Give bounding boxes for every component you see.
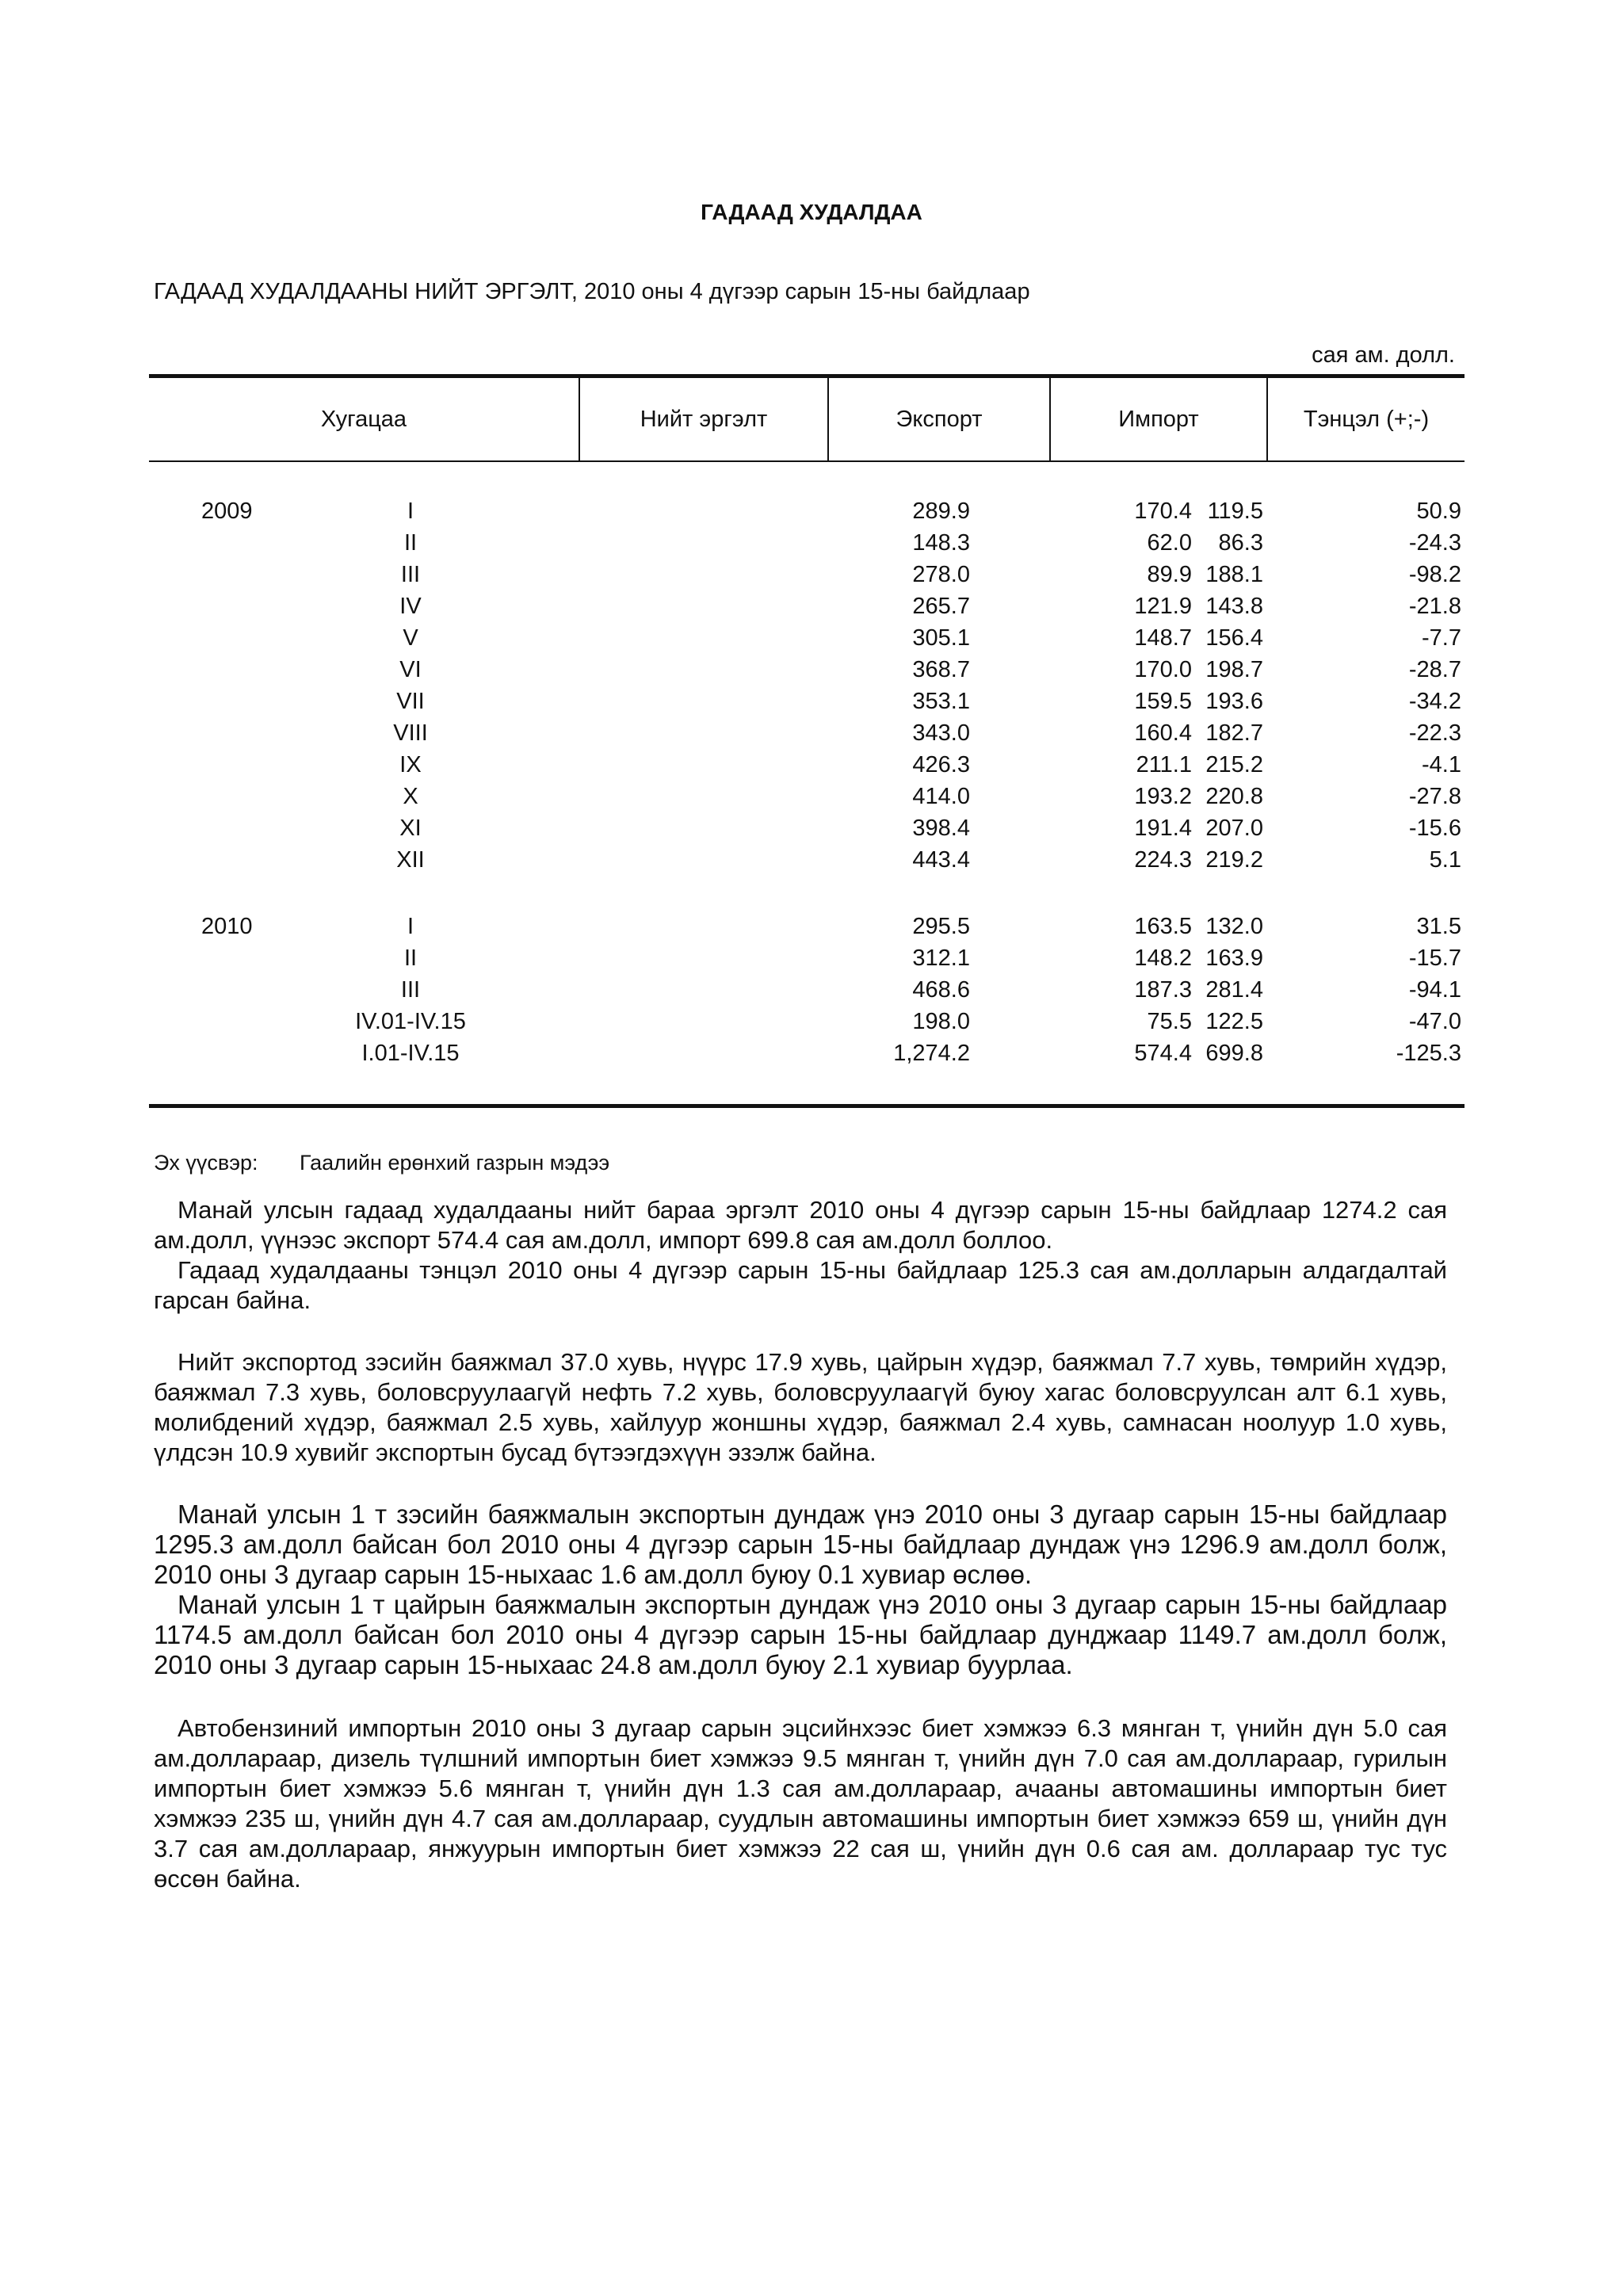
header-balance: Тэнцэл (+;-) bbox=[1303, 407, 1430, 432]
table-row bbox=[149, 654, 1465, 686]
cell-balance: 50.9 bbox=[1416, 499, 1461, 524]
cell-balance: -4.1 bbox=[1422, 752, 1461, 777]
source-text: Гаалийн ерөнхий газрын мэдээ bbox=[300, 1151, 610, 1175]
cell-balance: -27.8 bbox=[1408, 784, 1461, 809]
table-row bbox=[149, 974, 1465, 1006]
cell-balance: -47.0 bbox=[1408, 1009, 1461, 1034]
table-row bbox=[149, 942, 1465, 974]
cell-import: 215.2 bbox=[1205, 752, 1263, 777]
cell-balance: 5.1 bbox=[1429, 847, 1461, 873]
cell-export: 574.4 bbox=[1134, 1041, 1192, 1066]
table-row bbox=[149, 559, 1465, 590]
cell-import: 163.9 bbox=[1205, 946, 1263, 971]
paragraph-imports: Автобензиний импортын 2010 оны 3 дугаар сарын эцсийнхээс биет хэмжээ 6.3 мянган т, үнийн дүн 5.0 сая ам.доллараар, дизель түлшний импортын биет хэмжээ 9.5 мянган т, үнийн дүн 7.0 сая ам.доллараар, гурилын импортын биет хэмжээ 5.6 мянган т, үнийн дүн 1.3 сая ам.доллараар, ачааны автомашины импортын биет хэмжээ 235 ш, үнийн дүн 4.7 сая ам.доллараар, суудлын автомашины импортын биет хэмжээ 659 ш, үнийн дүн 3.7 сая ам.доллараар, янжуурын импортын биет хэмжээ 22 сая ш, үнийн дүн 0.6 сая ам. доллараар тус тус өссөн байна. bbox=[154, 1714, 1447, 1893]
table-body bbox=[149, 462, 1465, 1104]
cell-import: 699.8 bbox=[1205, 1041, 1263, 1066]
cell-export: 193.2 bbox=[1134, 784, 1192, 809]
cell-balance: -24.3 bbox=[1408, 530, 1461, 556]
unit-label: сая ам. долл. bbox=[1312, 342, 1455, 368]
cell-total: 295.5 bbox=[912, 914, 970, 939]
paragraph-trade-total: Манай улсын гадаад худалдааны нийт бараа эргэлт 2010 оны 4 дүгээр сарын 15-ны байдлаар 1274.2 сая ам.долл, үүнээс экспорт 574.4 сая ам.долл, импорт 699.8 сая ам.долл боллоо. bbox=[154, 1196, 1447, 1254]
cell-export: 187.3 bbox=[1134, 977, 1192, 1003]
cell-balance: -15.6 bbox=[1408, 816, 1461, 841]
cell-period: IV.01-IV.15 bbox=[355, 1009, 466, 1034]
cell-total: 198.0 bbox=[912, 1009, 970, 1034]
cell-balance: -15.7 bbox=[1408, 946, 1461, 971]
header-import: Импорт bbox=[1118, 407, 1199, 432]
cell-import: 156.4 bbox=[1205, 625, 1263, 651]
cell-balance: -98.2 bbox=[1408, 562, 1461, 587]
cell-import: 281.4 bbox=[1205, 977, 1263, 1003]
imports-block bbox=[154, 1713, 1447, 1894]
cell-period: IV bbox=[399, 594, 422, 619]
cell-import: 193.6 bbox=[1205, 689, 1263, 714]
cell-total: 289.9 bbox=[912, 499, 970, 524]
cell-total: 426.3 bbox=[912, 752, 970, 777]
cell-import: 219.2 bbox=[1205, 847, 1263, 873]
table-bottom-rule bbox=[149, 1104, 1465, 1108]
cell-period: VIII bbox=[393, 720, 428, 746]
cell-export: 159.5 bbox=[1134, 689, 1192, 714]
cell-export: 121.9 bbox=[1134, 594, 1192, 619]
table-row bbox=[149, 527, 1465, 559]
prices-block bbox=[154, 1499, 1447, 1680]
cell-import: 207.0 bbox=[1205, 816, 1263, 841]
page-title: ГАДААД ХУДАЛДАА bbox=[701, 200, 922, 224]
table-row bbox=[149, 717, 1465, 749]
cell-period: X bbox=[403, 784, 418, 809]
cell-balance: -125.3 bbox=[1396, 1041, 1461, 1066]
cell-period: III bbox=[400, 562, 421, 587]
cell-total: 312.1 bbox=[912, 946, 970, 971]
cell-export: 170.0 bbox=[1134, 657, 1192, 682]
cell-import: 122.5 bbox=[1205, 1009, 1263, 1034]
header-export: Экспорт bbox=[896, 407, 983, 432]
table-row bbox=[149, 686, 1465, 717]
table-row bbox=[149, 622, 1465, 654]
paragraph-export-structure: Нийт экспортод зэсийн баяжмал 37.0 хувь, нүүрс 17.9 хувь, цайрын хүдэр, баяжмал 7.7 хувь, төмрийн хүдэр, баяжмал 7.3 хувь, боловсруулаагүй нефть 7.2 хувь, боловсруулаагүй буюу хагас боловсруулсан алт 6.1 хувь, молибдений хүдэр, баяжмал 2.5 хувь, хайлуур жоншны хүдэр, баяжмал 2.4 хувь, самнасан ноолуур 1.0 хувь, үлдсэн 10.9 хувийг экспортын бусад бүтээгдэхүүн эзэлж байна. bbox=[154, 1348, 1447, 1466]
header-total: Нийт эргэлт bbox=[640, 407, 768, 432]
cell-export: 211.1 bbox=[1136, 752, 1192, 777]
cell-period: XII bbox=[396, 847, 425, 873]
cell-balance: -22.3 bbox=[1408, 720, 1461, 746]
cell-period: V bbox=[403, 625, 418, 651]
cell-export: 170.4 bbox=[1134, 499, 1192, 524]
cell-total: 305.1 bbox=[912, 625, 970, 651]
cell-balance: -28.7 bbox=[1408, 657, 1461, 682]
cell-export: 75.5 bbox=[1147, 1009, 1192, 1034]
source-note bbox=[154, 1151, 609, 1175]
cell-import: 182.7 bbox=[1205, 720, 1263, 746]
cell-period: VII bbox=[396, 689, 425, 714]
cell-year: 2010 bbox=[201, 914, 253, 939]
cell-export: 191.4 bbox=[1134, 816, 1192, 841]
cell-export: 160.4 bbox=[1134, 720, 1192, 746]
cell-import: 188.1 bbox=[1205, 562, 1263, 587]
cell-total: 398.4 bbox=[912, 816, 970, 841]
cell-total: 414.0 bbox=[912, 784, 970, 809]
table-row bbox=[149, 495, 1465, 527]
cell-balance: 31.5 bbox=[1416, 914, 1461, 939]
table-row bbox=[149, 781, 1465, 812]
cell-period: IX bbox=[399, 752, 422, 777]
cell-export: 148.2 bbox=[1134, 946, 1192, 971]
cell-year: 2009 bbox=[201, 499, 253, 524]
cell-import: 119.5 bbox=[1207, 499, 1263, 524]
cell-total: 265.7 bbox=[912, 594, 970, 619]
table-row bbox=[149, 844, 1465, 876]
cell-balance: -34.2 bbox=[1408, 689, 1461, 714]
cell-period: II bbox=[403, 530, 418, 556]
table-header bbox=[149, 378, 1465, 460]
cell-total: 343.0 bbox=[912, 720, 970, 746]
cell-period: XI bbox=[399, 816, 422, 841]
table-row bbox=[149, 1037, 1465, 1069]
cell-export: 62.0 bbox=[1147, 530, 1192, 556]
cell-import: 220.8 bbox=[1205, 784, 1263, 809]
cell-total: 353.1 bbox=[912, 689, 970, 714]
cell-export: 224.3 bbox=[1134, 847, 1192, 873]
cell-period: I bbox=[407, 499, 414, 524]
cell-export: 163.5 bbox=[1134, 914, 1192, 939]
paragraph-zinc-price: Манай улсын 1 т цайрын баяжмалын экспортын дундаж үнэ 2010 оны 3 дугаар сарын 15-ны байдлаар 1174.5 ам.долл байсан бол 2010 оны 4 дүгээр сарын 15-ны байдлаар дунджаар 1149.7 ам.долл болж, 2010 оны 3 дугаар сарын 15-ныхаас 24.8 ам.долл буюу 2.1 хувиар буурлаа. bbox=[154, 1590, 1447, 1679]
paragraph-trade-balance: Гадаад худалдааны тэнцэл 2010 оны 4 дүгээр сарын 15-ны байдлаар 125.3 сая ам.долларын алдагдалтай гарсан байна. bbox=[154, 1256, 1447, 1314]
cell-export: 148.7 bbox=[1134, 625, 1192, 651]
cell-period: VI bbox=[399, 657, 422, 682]
cell-balance: -21.8 bbox=[1408, 594, 1461, 619]
table-row bbox=[149, 911, 1465, 942]
paragraph-copper-price: Манай улсын 1 т зэсийн баяжмалын экспортын дундаж үнэ 2010 оны 3 дугаар сарын 15-ны байдлаар 1295.3 ам.долл байсан бол 2010 оны 4 дүгээр сарын 15-ны байдлаар дундаж үнэ 1296.9 ам.долл болж, 2010 оны 3 дугаар сарын 15-ныхаас 1.6 ам.долл буюу 0.1 хувиар өслөө. bbox=[154, 1499, 1447, 1589]
table-row bbox=[149, 812, 1465, 844]
table-row bbox=[149, 590, 1465, 622]
cell-import: 86.3 bbox=[1218, 530, 1263, 556]
cell-total: 468.6 bbox=[912, 977, 970, 1003]
cell-total: 368.7 bbox=[912, 657, 970, 682]
table-row bbox=[149, 749, 1465, 781]
cell-period: II bbox=[403, 946, 418, 971]
trade-table bbox=[149, 374, 1465, 1108]
cell-period: I bbox=[407, 914, 414, 939]
summary-block bbox=[154, 1195, 1447, 1316]
export-structure-block bbox=[154, 1347, 1447, 1468]
cell-total: 278.0 bbox=[912, 562, 970, 587]
cell-import: 198.7 bbox=[1205, 657, 1263, 682]
header-period: Хугацаа bbox=[320, 407, 407, 432]
cell-balance: -94.1 bbox=[1408, 977, 1461, 1003]
cell-export: 89.9 bbox=[1147, 562, 1192, 587]
cell-total: 148.3 bbox=[912, 530, 970, 556]
cell-balance: -7.7 bbox=[1422, 625, 1461, 651]
table-row bbox=[149, 1006, 1465, 1037]
cell-import: 132.0 bbox=[1205, 914, 1263, 939]
cell-period: III bbox=[400, 977, 421, 1003]
cell-period: I.01-IV.15 bbox=[361, 1041, 460, 1066]
cell-import: 143.8 bbox=[1205, 594, 1263, 619]
cell-total: 1,274.2 bbox=[893, 1041, 970, 1066]
cell-total: 443.4 bbox=[912, 847, 970, 873]
table-subtitle: ГАДААД ХУДАЛДААНЫ НИЙТ ЭРГЭЛТ, 2010 оны 4 дүгээр сарын 15-ны байдлаар bbox=[154, 279, 1030, 304]
source-label: Эх үүсвэр: bbox=[154, 1151, 258, 1175]
